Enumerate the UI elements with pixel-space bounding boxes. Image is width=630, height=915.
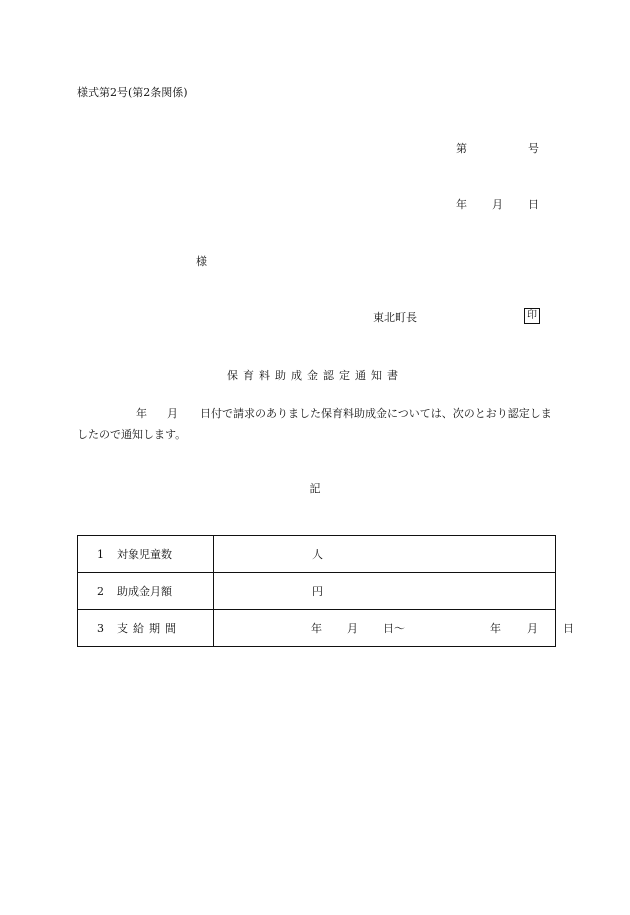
document-title: 保育料助成金認定通知書 bbox=[227, 369, 403, 382]
row-label: 助成金月額 bbox=[117, 585, 172, 598]
issuer-name: 東北町長 bbox=[373, 311, 417, 324]
details-table bbox=[77, 535, 574, 647]
issue-date-year: 年 bbox=[456, 198, 467, 211]
row-number: 2 bbox=[97, 585, 104, 598]
number-suffix: 号 bbox=[528, 142, 539, 155]
amount-unit: 円 bbox=[312, 585, 323, 598]
ki-heading: 記 bbox=[309, 482, 321, 495]
seal-mark: 印 bbox=[524, 308, 540, 324]
form-number: 様式第2号(第2条関係) bbox=[77, 86, 188, 99]
period-start-year: 年 bbox=[311, 622, 322, 635]
row-label-cell bbox=[78, 610, 214, 647]
table-row bbox=[78, 536, 556, 573]
body-text: 日付で請求のありました保育料助成金については、次のとおり認定しましたので通知します。 bbox=[77, 407, 552, 441]
row-value-cell bbox=[214, 573, 556, 610]
period-start-day: 日 bbox=[383, 622, 394, 635]
row-label-cell bbox=[78, 536, 214, 573]
period-start-month: 月 bbox=[347, 622, 358, 635]
row-label: 対象児童数 bbox=[117, 548, 172, 561]
row-label: 支給期間 bbox=[117, 622, 181, 635]
row-value-cell bbox=[214, 610, 574, 647]
row-number: 3 bbox=[97, 622, 104, 635]
row-value-cell bbox=[214, 536, 556, 573]
number-prefix: 第 bbox=[456, 142, 467, 155]
period-end-day: 日 bbox=[563, 622, 574, 635]
row-number: 1 bbox=[97, 548, 104, 561]
body-year: 年 bbox=[136, 407, 147, 420]
period-separator: 〜 bbox=[394, 622, 405, 635]
row-label-cell bbox=[78, 573, 214, 610]
period-end-month: 月 bbox=[527, 622, 538, 635]
children-unit: 人 bbox=[312, 548, 323, 561]
addressee-honorific: 様 bbox=[196, 255, 207, 268]
issue-date-day: 日 bbox=[528, 198, 539, 211]
table-row bbox=[78, 573, 556, 610]
table-row bbox=[78, 610, 556, 647]
period-end-year: 年 bbox=[490, 622, 501, 635]
body-month: 月 bbox=[167, 407, 178, 420]
body-paragraph bbox=[77, 403, 555, 445]
issue-date-month: 月 bbox=[492, 198, 503, 211]
